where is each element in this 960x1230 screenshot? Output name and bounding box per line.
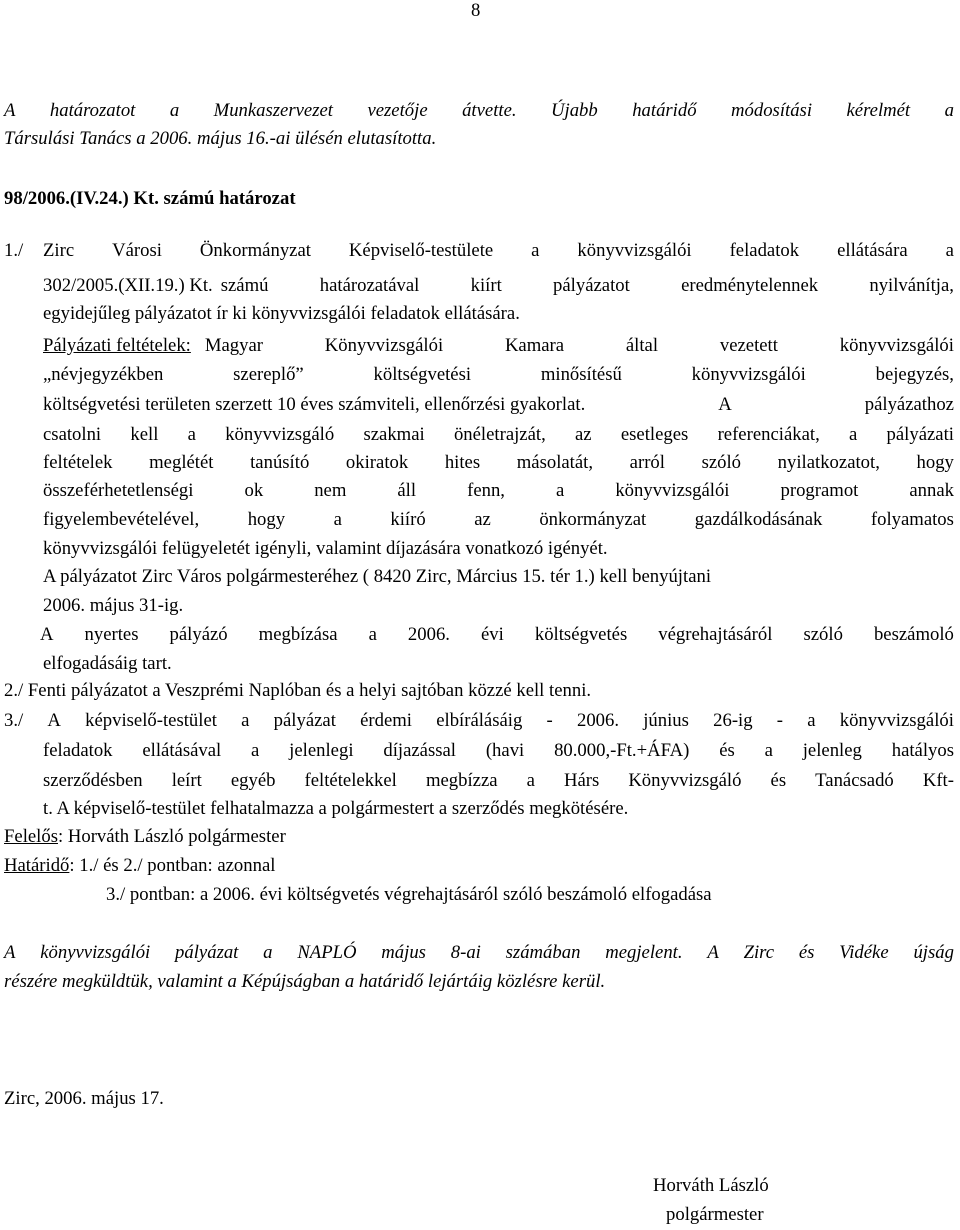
word: 3./: [4, 710, 24, 731]
word: Képviselő-testülete: [348, 240, 494, 261]
point-1-line-4: [43, 335, 954, 357]
word: hites: [444, 452, 481, 473]
word: kiíró: [390, 509, 426, 530]
point-1-line-13: 2006. május 31-ig.: [43, 595, 184, 616]
word: csatolni: [43, 424, 102, 445]
responsible-line: [4, 826, 286, 848]
word: által: [625, 335, 659, 356]
point-1-line-1: [43, 240, 954, 262]
word: szóló: [803, 624, 843, 645]
point-3-line-2: [43, 740, 954, 762]
word: kérelmét: [846, 100, 911, 121]
word: a: [945, 240, 954, 261]
word: Újabb: [551, 100, 598, 121]
point-1-line-2-rest: [221, 275, 954, 297]
responsible-label: Felelős: [4, 826, 58, 847]
word: a: [333, 509, 342, 530]
word: és: [770, 770, 787, 791]
note-line-2: részére megküldtük, valamint a Képújságban a határidő lejártáig közlésre kerül.: [4, 971, 606, 992]
word: könyvvizsgálói: [839, 335, 954, 356]
word: eredménytelennek: [681, 275, 819, 296]
responsible-value: : Horváth László polgármester: [57, 826, 286, 847]
word: Könyvvizsgáló: [628, 770, 742, 791]
signature-title: polgármester: [666, 1204, 764, 1225]
word: hogy: [916, 452, 954, 473]
word: feladatok: [43, 740, 113, 761]
word: elbírálásáig: [436, 710, 523, 731]
point-3-line-4: t. A képviselő-testület felhatalmazza a polgármestert a szerződés megkötésére.: [43, 798, 629, 819]
word: ellátására: [837, 240, 908, 261]
word: szereplő”: [233, 364, 304, 385]
word: összeférhetetlenségi: [43, 480, 194, 501]
word: az: [474, 509, 491, 530]
word: pályázati: [886, 424, 954, 445]
word: képviselő-testület: [85, 710, 217, 731]
point-2: 2./ Fenti pályázatot a Veszprémi Naplóban és a helyi sajtóban közzé kell tenni.: [4, 680, 592, 701]
point-1-line-3: egyidejűleg pályázatot ír ki könyvvizsgálói feladatok ellátására.: [43, 303, 520, 324]
deadline-label: Határidő: [4, 855, 70, 876]
word: nyilvánítja,: [869, 275, 954, 296]
word: Önkormányzat: [199, 240, 311, 261]
word: A: [47, 710, 61, 731]
word: könyvvizsgáló: [225, 424, 335, 445]
word: esetleges: [620, 424, 689, 445]
word: a: [531, 240, 540, 261]
point-1-number: 1./: [4, 240, 24, 261]
word: vezetője: [367, 100, 428, 121]
word: másolatát,: [516, 452, 594, 473]
word: feltételekkel: [304, 770, 397, 791]
point-3-line-1: [4, 710, 954, 732]
word: feladatok: [729, 240, 800, 261]
word: megjelent.: [605, 942, 683, 963]
word: 2006.: [576, 710, 620, 731]
word: önkormányzat: [539, 509, 647, 530]
note-line-1: [4, 942, 954, 964]
word: hogy: [247, 509, 286, 530]
word: Városi: [112, 240, 162, 261]
point-1-line-2: [43, 275, 954, 297]
word: programot: [780, 480, 859, 501]
word: módosítási: [731, 100, 813, 121]
word: Zirc: [43, 240, 75, 261]
word: „névjegyzékben: [43, 364, 164, 385]
word: költségvetés: [534, 624, 628, 645]
word: határozatával: [319, 275, 420, 296]
word: a: [526, 770, 535, 791]
word: könyvvizsgálói: [577, 240, 692, 261]
word: kiírt: [470, 275, 502, 296]
word: szóló: [701, 452, 742, 473]
place-date: Zirc, 2006. május 17.: [4, 1088, 164, 1109]
word: figyelembevételével,: [43, 509, 200, 530]
word: kell: [130, 424, 159, 445]
word: (havi: [485, 740, 525, 761]
word: és: [719, 740, 735, 761]
word: szerződésben: [43, 770, 143, 791]
word: a: [807, 710, 816, 731]
word: pályázat: [175, 942, 239, 963]
word: A: [4, 100, 16, 121]
word: A: [40, 624, 54, 645]
word: Zirc: [743, 942, 775, 963]
word: okiratok: [345, 452, 409, 473]
word: hatályos: [891, 740, 954, 761]
word: a: [169, 100, 180, 121]
word: könyvvizsgálói: [691, 364, 806, 385]
word: nyilatkozatot,: [777, 452, 880, 473]
word: költségvetési: [373, 364, 472, 385]
word: pályázó: [169, 624, 228, 645]
word: fenn,: [467, 480, 505, 501]
word: -: [776, 710, 784, 731]
word: nem: [314, 480, 347, 501]
intro-line-2: Társulási Tanács a 2006. május 16.-ai ülésén elutasította.: [4, 128, 437, 149]
word: újság: [913, 942, 954, 963]
word: ok: [244, 480, 264, 501]
word: 8-ai: [450, 942, 481, 963]
word: jelenleg: [802, 740, 862, 761]
word: A: [4, 942, 16, 963]
word: Hárs: [563, 770, 600, 791]
word: megbízza: [425, 770, 498, 791]
word: könyvvizsgálói: [839, 710, 954, 731]
word: költségvetési területen szerzett 10 éves számviteli, ellenőrzési gyakorlat.: [43, 394, 586, 415]
word: egyéb: [230, 770, 276, 791]
word: önéletrajzát,: [453, 424, 546, 445]
word: a: [263, 942, 273, 963]
word: megbízása: [258, 624, 338, 645]
word: június: [643, 710, 689, 731]
word: gazdálkodásának: [694, 509, 823, 530]
point-1-line-12: A pályázatot Zirc Város polgármesteréhez ( 8420 Zirc, Március 15. tér 1.) kell benyújtani: [43, 566, 712, 587]
word: meglétét: [149, 452, 214, 473]
word: Kamara: [504, 335, 565, 356]
point-1-line-5: [43, 364, 954, 386]
deadline-value: : 1./ és 2./ pontban: azonnal: [69, 855, 276, 876]
word: szakmai: [363, 424, 425, 445]
deadline-line: [4, 855, 275, 877]
word: díjazással: [383, 740, 456, 761]
word: és: [798, 942, 815, 963]
point-1-line-8: [43, 452, 954, 474]
word: határidő: [632, 100, 697, 121]
point-1-line-15: elfogadásáig tart.: [43, 653, 172, 674]
word: évi: [480, 624, 504, 645]
word: végrehajtásáról: [658, 624, 773, 645]
word: a: [944, 100, 954, 121]
page-number: 8: [471, 0, 481, 21]
word: pályázat: [273, 710, 336, 731]
point-1-line-14: [40, 624, 954, 646]
conditions-label: Pályázati feltételek:: [43, 335, 191, 356]
word: áll: [397, 480, 417, 501]
word: folyamatos: [870, 509, 954, 530]
word: a: [764, 740, 773, 761]
word: ellátásával: [142, 740, 222, 761]
word: az: [575, 424, 592, 445]
point-1-line-4-rest: [205, 335, 954, 357]
resolution-title: 98/2006.(IV.24.) Kt. számú határozat: [4, 188, 296, 209]
word: A: [718, 394, 732, 415]
word: határozatot: [49, 100, 136, 121]
word: 2006.: [407, 624, 450, 645]
word: NAPLÓ: [297, 942, 357, 963]
word: annak: [909, 480, 954, 501]
word: feltételek: [43, 452, 113, 473]
word: a: [368, 624, 377, 645]
word: a: [849, 424, 858, 445]
word: érdemi: [360, 710, 412, 731]
word: 26-ig: [713, 710, 753, 731]
word: beszámoló: [873, 624, 954, 645]
word: leírt: [171, 770, 202, 791]
word: pályázathoz: [864, 394, 954, 415]
deadline-line-2: 3./ pontban: a 2006. évi költségvetés végrehajtásáról szóló beszámoló elfogadása: [106, 884, 712, 905]
point-1-line-10: [43, 509, 954, 531]
word: Munkaszervezet: [213, 100, 333, 121]
word: számában: [505, 942, 581, 963]
word: átvette.: [462, 100, 517, 121]
word: Könyvvizsgálói: [324, 335, 444, 356]
point-1-line-7: [43, 424, 954, 446]
word: számú: [220, 275, 269, 296]
point-1-line-6: [43, 394, 954, 416]
word: május: [381, 942, 426, 963]
word: Kft-: [922, 770, 954, 791]
word: vezetett: [719, 335, 778, 356]
word: könyvvizsgálói: [615, 480, 730, 501]
point-1-line-9: [43, 480, 954, 502]
word: a: [556, 480, 565, 501]
word: pályázatot: [553, 275, 630, 296]
word: referenciákat,: [717, 424, 820, 445]
word: nyertes: [84, 624, 139, 645]
word: Vidéke: [839, 942, 889, 963]
signature-name: Horváth László: [653, 1175, 769, 1196]
word: a: [187, 424, 196, 445]
point-3-line-3: [43, 770, 954, 792]
word: -: [546, 710, 553, 731]
word: a: [251, 740, 260, 761]
word: jelenlegi: [289, 740, 354, 761]
word: bejegyzés,: [875, 364, 954, 385]
word: könyvvizsgálói: [40, 942, 151, 963]
resolution-reference: 302/2005.(XII.19.) Kt.: [43, 275, 213, 296]
word: A: [707, 942, 719, 963]
word: Tanácsadó: [815, 770, 894, 791]
word: 80.000,-Ft.+ÁFA): [554, 740, 690, 761]
word: tanúsító: [250, 452, 310, 473]
word: a: [241, 710, 250, 731]
word: Magyar: [204, 335, 263, 356]
point-1-line-11: könyvvizsgálói felügyeletét igényli, valamint díjazására vonatkozó igényét.: [43, 538, 608, 559]
intro-line-1: [4, 100, 954, 122]
word: arról: [629, 452, 665, 473]
word: minősítésű: [540, 364, 622, 385]
